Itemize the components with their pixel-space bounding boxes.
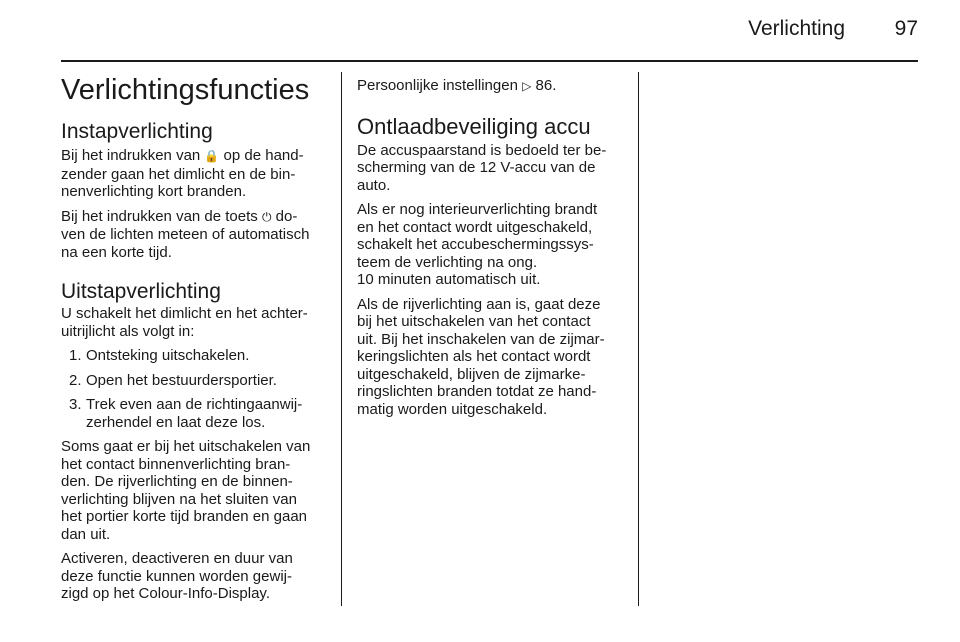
chapter-title: Verlichtingsfuncties: [61, 74, 310, 106]
paragraph: Als de rijverlichting aan is, gaat deze bij het uitschakelen van het contact uit. Bij het inschakelen van de zijmar- keringslichten als het contact wordt uitgeschakeld, blijven de zijmarke- ringslichten branden totdat ze hand- matig worden uitgeschakeld.: [357, 295, 605, 418]
paragraph: Bij het indrukken van 🔒 op de hand- zender gaan het dimlicht en de bin- nenverlichting kort branden.: [61, 147, 304, 200]
header-rule: [61, 60, 918, 62]
section-heading-instapverlichting: Instapverlichting: [61, 120, 213, 143]
column-divider-right: [638, 72, 639, 606]
page-reference-arrow-icon: ▷: [522, 79, 532, 93]
paragraph: De accuspaarstand is bedoeld ter be- scherming van de 12 V-accu van de auto.: [357, 141, 607, 194]
column-2: [357, 72, 625, 418]
power-icon: ⏻: [261, 209, 272, 224]
section-heading-ontlaadbeveiliging: Ontlaadbeveiliging accu: [357, 113, 591, 139]
paragraph: Als er nog interieurverlichting brandt en het contact wordt uitgeschakeld, schakelt het accubeschermingssys- teem de verlichting na ong. 10 minuten automatisch uit.: [357, 201, 598, 288]
paragraph: Soms gaat er bij het uitschakelen van het contact binnenverlichting bran- den. De rijverlichting en de binnen- verlichting blijven na het sluiten van het portier korte tijd branden en gaan dan uit.: [61, 438, 311, 543]
car-lock-icon: 🔒: [204, 149, 220, 163]
page-number: 97: [894, 17, 918, 40]
column-divider-left: [341, 72, 342, 606]
list-item: 1. Ontsteking uitschakelen.: [69, 347, 250, 364]
paragraph: Bij het indrukken van de toets ⏻ do- ven de lichten meteen of automatisch na een korte tijd.: [61, 207, 310, 261]
paragraph: U schakelt het dimlicht en het achter- uitrijlicht als volgt in:: [61, 305, 308, 340]
column-1: [61, 72, 329, 603]
list-item: 3. Trek even aan de richtingaanwij- zerhendel en laat deze los.: [69, 396, 303, 431]
running-header-title: Verlichting: [748, 17, 845, 40]
paragraph: Activeren, deactiveren en duur van deze functie kunnen worden gewij- zigd op het Colour-Info-Display.: [61, 550, 293, 602]
numbered-list: [61, 347, 329, 431]
cross-reference: Persoonlijke instellingen ▷ 86.: [357, 77, 557, 94]
list-item: 2. Open het bestuurdersportier.: [69, 371, 277, 389]
section-heading-uitstapverlichting: Uitstapverlichting: [61, 280, 221, 303]
